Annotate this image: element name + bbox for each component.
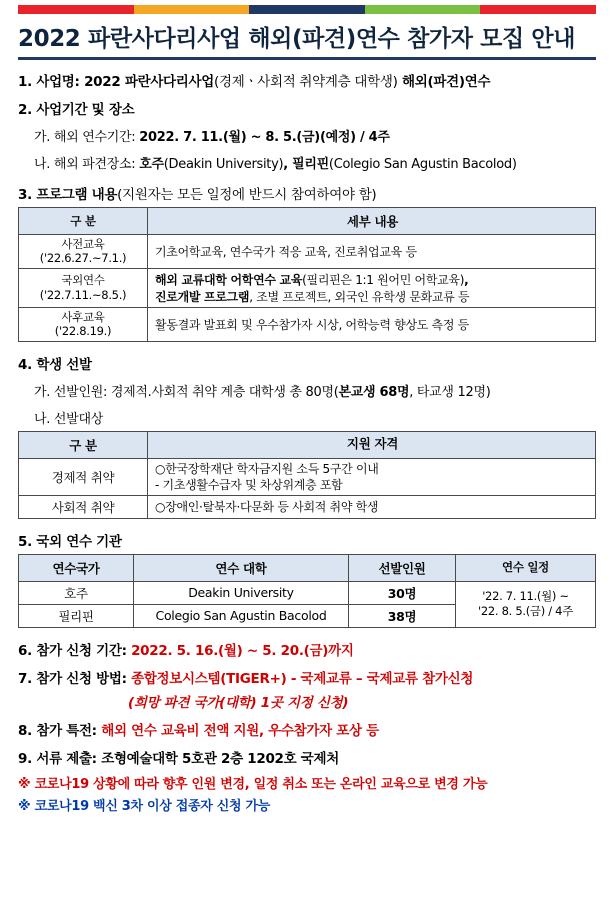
section-6-label: 6. 참가 신청 기간: (18, 642, 127, 659)
institution-table (18, 554, 596, 628)
color-bar-segment-3 (249, 5, 365, 14)
section-2-b-label: 나. 해외 파견장소: (34, 157, 136, 172)
table-row (19, 235, 596, 269)
program-row-3-division-line1: 사후교육 (61, 309, 105, 324)
program-row-2-division-line2: ('22.7.11.~8.5.) (39, 287, 127, 302)
section-2-item-a (34, 126, 596, 145)
section-7-application-method (18, 667, 596, 687)
section-6-application-period (18, 639, 596, 659)
section-2-a-label: 가. 해외 연수기간: (34, 130, 136, 145)
section-7-subnote-text: (희망 파견 국가(대학) 1곳 지정 신청) (128, 694, 349, 711)
section-1-label: 1. 사업명: (18, 74, 80, 90)
program-row-1-division (19, 235, 148, 269)
institution-row-1-quota: 30명 (349, 581, 456, 604)
program-table-header-division: 구 분 (19, 208, 148, 235)
page-title: 2022 파란사다리사업 해외(파견)연수 참가자 모집 안내 (18, 26, 576, 52)
table-row (19, 495, 596, 518)
program-row-1-division-line1: 사전교육 (61, 237, 105, 251)
program-row-2-division (19, 268, 148, 307)
section-4-item-a (34, 381, 596, 400)
program-row-2-detail-bold-2: 진로개발 프로그램 (155, 289, 250, 304)
note-2: ※ 코로나19 백신 3차 이상 접종자 신청 가능 (18, 798, 271, 814)
institution-schedule-line1: '22. 7. 11.(월) ~ (482, 589, 569, 604)
eligibility-table-header-row (19, 431, 596, 458)
color-bar-segment-5 (480, 5, 596, 14)
bullet-circle-icon: ○ (155, 461, 166, 476)
color-bar-segment-2 (134, 5, 250, 14)
program-row-2-detail-normal-1: (필리핀은 1:1 원어민 어학교육) (302, 272, 465, 287)
section-3-heading (18, 183, 596, 203)
section-1-value-b: (경제ㆍ사회적 취약계층 대학생) (214, 74, 398, 90)
eligibility-row-1-line1: 한국장학재단 학자금지원 소득 5구간 이내 (165, 461, 379, 476)
eligibility-table (18, 431, 596, 519)
institution-table-header-country: 연수국가 (19, 554, 134, 581)
section-1-business-name (18, 70, 596, 90)
program-row-2-detail-normal-2: , 조별 프로젝트, 외국인 유학생 문화교류 등 (249, 289, 470, 304)
section-8-label: 8. 참가 특전: (18, 722, 97, 739)
document-body (18, 60, 596, 814)
institution-table-header-quota: 선발인원 (349, 554, 456, 581)
institution-row-1-university: Deakin University (134, 581, 349, 604)
section-2-heading: 2. 사업기간 및 장소 (18, 102, 135, 118)
section-8-value: 해외 연수 교육비 전액 지원, 우수참가자 포상 등 (101, 722, 379, 739)
section-4-a-label: 가. 선발인원: (34, 384, 108, 400)
program-row-2-detail (148, 268, 596, 307)
institution-row-2-country: 필리핀 (19, 604, 134, 627)
section-9-value: 조형예술대학 5호관 2층 1202호 국제처 (101, 750, 339, 767)
eligibility-table-header-qualification: 지원 자격 (148, 431, 596, 458)
program-row-2-detail-bold-1: 해외 교류대학 어학연수 교육 (155, 272, 303, 287)
color-bar-segment-1 (18, 5, 134, 14)
section-7-value: 종합정보시스템(TIGER+) - 국제교류 – 국제교류 참가신청 (131, 670, 474, 687)
section-8-benefits (18, 719, 596, 739)
title-block (18, 14, 596, 60)
section-2-b-univ-1: (Deakin University) (163, 157, 284, 172)
color-bar-segment-4 (365, 5, 481, 14)
section-4-heading: 4. 학생 선발 (18, 356, 92, 373)
program-row-3-division-line2: ('22.8.19.) (54, 324, 112, 339)
eligibility-row-1-line2: - 기초생활수급자 및 차상위계층 포함 (155, 477, 343, 492)
section-2-b-univ-2: (Colegio San Agustin Bacolod) (328, 157, 517, 172)
table-row (19, 458, 596, 495)
institution-table-header-schedule: 연수 일정 (456, 554, 596, 581)
institution-schedule-line2: '22. 8. 5.(금) / 4주 (478, 604, 573, 619)
institution-table-header-row (19, 554, 596, 581)
document-page (0, 5, 614, 899)
header-color-bar (18, 5, 596, 14)
institution-row-2-quota: 38명 (349, 604, 456, 627)
note-1: ※ 코로나19 상황에 따라 향후 인원 변경, 일정 취소 또는 온라인 교육으로 변경 가능 (18, 776, 488, 792)
section-1-value-a: 2022 파란사다리사업 (84, 74, 215, 90)
section-1-value-c: 해외(파견)연수 (402, 74, 491, 90)
program-row-1-detail: 기초어학교육, 연수국가 적응 교육, 진로취업교육 등 (148, 235, 596, 269)
program-row-1-division-line2: ('22.6.27.~7.1.) (39, 251, 127, 266)
program-row-3-detail: 활동결과 발표회 및 우수참가자 시상, 어학능력 향상도 측정 등 (148, 307, 596, 341)
section-7-label: 7. 참가 신청 방법: (18, 670, 127, 687)
program-table-header-detail: 세부 내용 (148, 208, 596, 235)
footer-notes (18, 773, 596, 814)
section-2-a-value: 2022. 7. 11.(월) ~ 8. 5.(금)(예정) / 4주 (139, 130, 390, 145)
section-4-a-value-bold: 본교생 68명 (338, 384, 410, 400)
eligibility-row-2-detail (148, 495, 596, 518)
table-row (19, 268, 596, 307)
eligibility-row-1-detail (148, 458, 596, 495)
eligibility-row-1-division: 경제적 취약 (19, 458, 148, 495)
program-row-3-division (19, 307, 148, 341)
section-2-b-country-2: , 필리핀 (283, 157, 329, 172)
section-9-label: 9. 서류 제출: (18, 750, 97, 767)
section-9-submission (18, 747, 596, 767)
section-3-note: (지원자는 모든 일정에 반드시 참여하여야 함) (117, 187, 377, 203)
section-4-item-b: 나. 선발대상 (34, 411, 103, 427)
section-3-label: 3. 프로그램 내용 (18, 187, 118, 203)
section-6-value: 2022. 5. 16.(월) ~ 5. 20.(금)까지 (131, 642, 354, 659)
program-row-2-comma: , (464, 272, 469, 287)
table-row (19, 581, 596, 604)
program-table (18, 207, 596, 342)
section-5-heading: 5. 국외 연수 기관 (18, 533, 122, 550)
eligibility-row-2-division: 사회적 취약 (19, 495, 148, 518)
institution-row-2-university: Colegio San Agustin Bacolod (134, 604, 349, 627)
program-row-2-division-line1: 국외연수 (61, 273, 105, 288)
section-2-b-country-1: 호주 (139, 157, 164, 172)
section-2-item-b (34, 153, 596, 172)
section-4-a-value-post: , 타교생 12명) (409, 384, 491, 400)
institution-table-header-university: 연수 대학 (134, 554, 349, 581)
section-7-subnote (128, 691, 596, 711)
eligibility-row-2-line1: 장애인·탈북자·다문화 등 사회적 취약 학생 (165, 499, 379, 514)
bullet-circle-icon: ○ (155, 499, 166, 514)
section-4-a-value-pre: 경제적.사회적 취약 계층 대학생 총 80명( (110, 384, 339, 400)
eligibility-table-header-division: 구 분 (19, 431, 148, 458)
institution-schedule-cell (456, 581, 596, 627)
table-row (19, 307, 596, 341)
program-table-header-row (19, 208, 596, 235)
institution-row-1-country: 호주 (19, 581, 134, 604)
